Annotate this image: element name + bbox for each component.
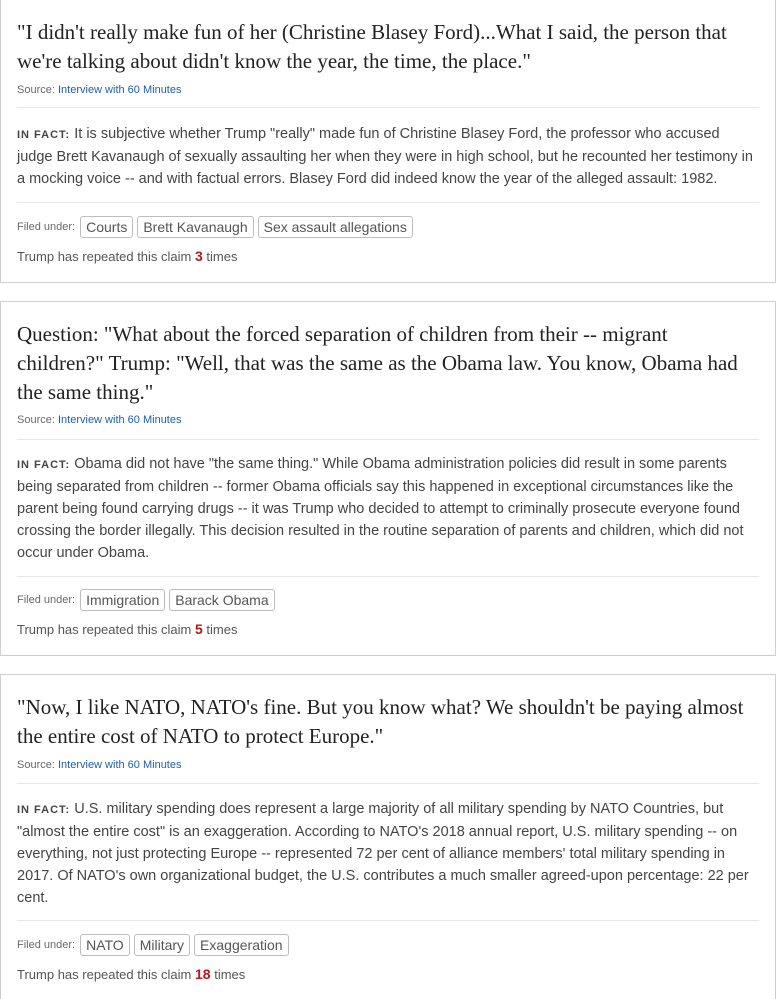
repeat-suffix: times (206, 622, 238, 637)
tag-brett-kavanaugh[interactable]: Brett Kavanaugh (137, 216, 253, 238)
source-link[interactable]: Interview with 60 Minutes (57, 414, 182, 426)
claim-quote: "I didn't really make fun of her (Christine Blasey Ford)...What I said, the person that we're talking about didn't know the year, the time, the place." (17, 20, 727, 73)
fact-body: U.S. military spending does represent a large majority of all military spending by NATO Countries, but "almost the entire cost" is an exaggeration. According to NATO's 2018 annual report, U.S. military spending -- on everything, not just protecting Europe -- represented 72 per cent of alliance members' total military spending in 2017. Of NATO's own organizational budget, the U.S. contributes a much smaller agreed-upon percentage: 22 per cent. (17, 801, 749, 906)
claim-card (0, 0, 776, 283)
divider (17, 107, 759, 108)
tag-immigration[interactable]: Immigration (80, 589, 165, 611)
repeat-count-line (17, 621, 237, 638)
source-link[interactable]: Interview with 60 Minutes (57, 84, 182, 96)
source-line (17, 413, 181, 427)
repeat-count-line (17, 248, 237, 265)
repeat-prefix: Trump has repeated this claim (17, 622, 192, 637)
tag-barack-obama[interactable]: Barack Obama (169, 589, 274, 611)
fact-body: Obama did not have "the same thing." While Obama administration policies did result in some parents being separated from children -- former Obama officials say this happened in exceptional circumstances like the parent being found carrying drugs -- it was Trump who decided to attempt to criminally prosecute everyone found crossing the border illegally. This decision resulted in the routine separation of parents and children, which did not occur under Obama. (17, 456, 744, 561)
divider (17, 783, 759, 784)
fact-check-text (17, 123, 757, 190)
repeat-suffix: times (214, 967, 246, 982)
repeat-count-line (17, 966, 245, 983)
repeat-count: 3 (195, 248, 203, 264)
filed-under-row (17, 933, 293, 957)
filed-under-label: Filed under: (17, 594, 76, 606)
claim-card (0, 301, 776, 656)
in-fact-label: IN FACT: (17, 129, 71, 141)
source-line (17, 83, 181, 97)
claim-quote: "Now, I like NATO, NATO's fine. But you know what? We shouldn't be paying almost the entire cost of NATO to protect Europe." (17, 695, 744, 748)
filed-under-label: Filed under: (17, 221, 76, 233)
tag-sex-assault-allegations[interactable]: Sex assault allegations (258, 216, 413, 238)
filed-under-row (17, 588, 279, 612)
source-prefix: Source: (17, 759, 55, 771)
in-fact-label: IN FACT: (17, 804, 71, 816)
filed-under-row (17, 215, 417, 239)
filed-under-label: Filed under: (17, 939, 76, 951)
tag-military[interactable]: Military (134, 934, 190, 956)
source-prefix: Source: (17, 414, 55, 426)
claim-quote: Question: "What about the forced separation of children from their -- migrant children?" Trump: "Well, that was the same as the Obama law. You know, Obama had the same thing." (17, 322, 738, 404)
source-prefix: Source: (17, 84, 55, 96)
divider (17, 576, 759, 577)
tag-nato[interactable]: NATO (80, 934, 130, 956)
fact-check-text (17, 798, 757, 909)
repeat-count: 18 (195, 966, 211, 982)
repeat-count: 5 (195, 621, 203, 637)
tag-courts[interactable]: Courts (80, 216, 133, 238)
source-link[interactable]: Interview with 60 Minutes (57, 759, 182, 771)
source-line (17, 758, 181, 772)
tag-exaggeration[interactable]: Exaggeration (194, 934, 289, 956)
divider (17, 439, 759, 440)
repeat-prefix: Trump has repeated this claim (17, 249, 192, 264)
in-fact-label: IN FACT: (17, 459, 71, 471)
fact-check-text (17, 453, 757, 564)
claim-card (0, 674, 776, 999)
divider (17, 202, 759, 203)
repeat-prefix: Trump has repeated this claim (17, 967, 192, 982)
divider (17, 920, 759, 921)
fact-body: It is subjective whether Trump "really" made fun of Christine Blasey Ford, the professor who accused judge Brett Kavanaugh of sexually assaulting her when they were in high school, but he recounted her testimony in a mocking voice -- and with factual errors. Blasey Ford did indeed know the year of the alleged assault: 1982. (17, 126, 753, 187)
repeat-suffix: times (206, 249, 238, 264)
